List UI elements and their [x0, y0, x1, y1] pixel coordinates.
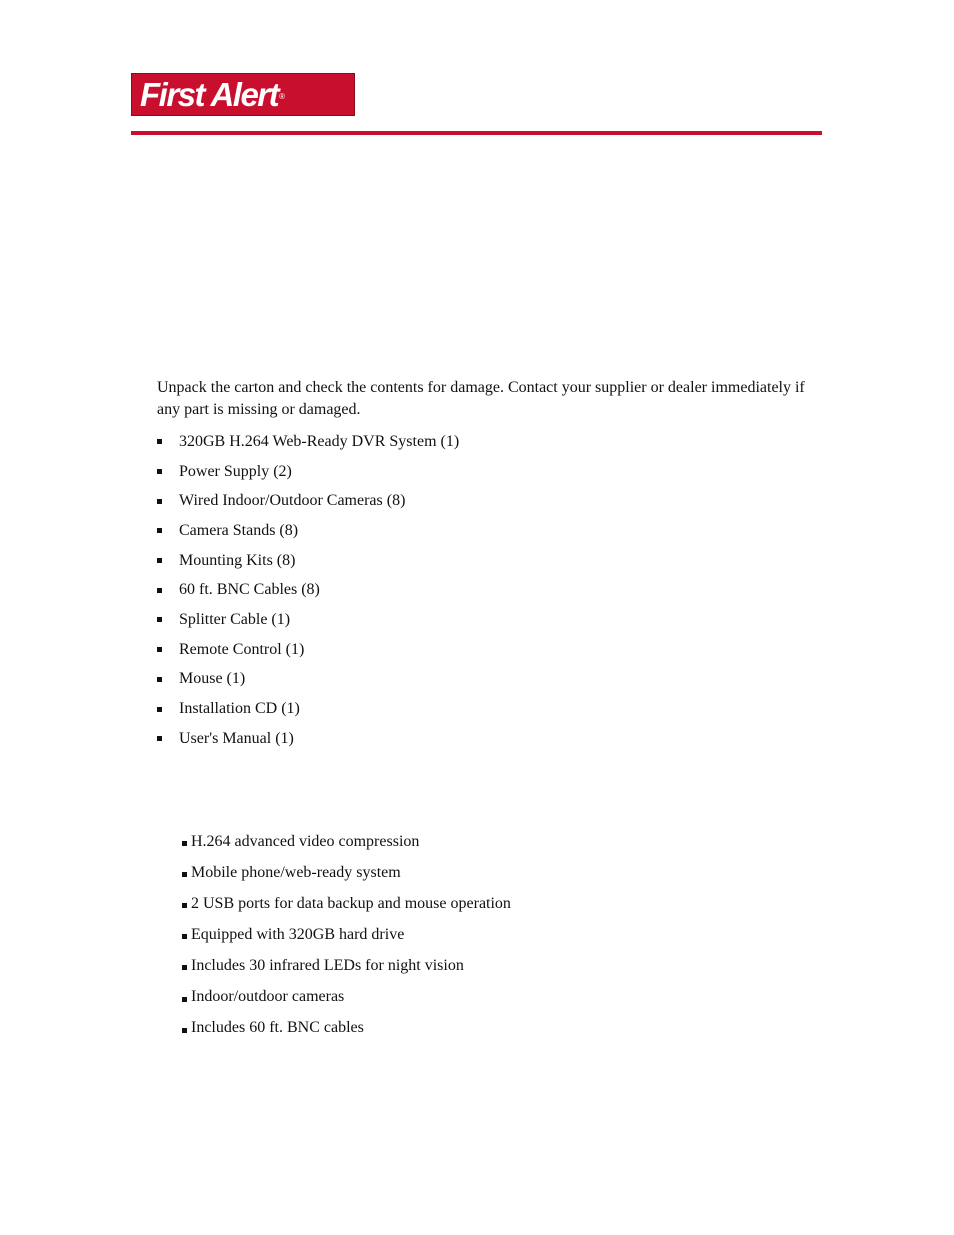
features-list [182, 826, 511, 1044]
list-item-text: Indoor/outdoor cameras [191, 988, 345, 1006]
square-bullet-icon [157, 588, 162, 593]
list-item-text: Equipped with 320GB hard drive [191, 925, 405, 943]
logo-text: First Alert [140, 76, 279, 113]
list-item [157, 635, 459, 665]
registered-mark: ® [279, 92, 286, 101]
square-bullet-icon [157, 707, 162, 712]
list-item-text: H.264 advanced video compression [191, 832, 420, 850]
list-item-text: Mounting Kits (8) [179, 551, 296, 569]
square-bullet-icon [182, 965, 187, 970]
square-bullet-icon [182, 1028, 187, 1033]
list-item [157, 546, 459, 576]
list-item-text: Wired Indoor/Outdoor Cameras (8) [179, 492, 406, 510]
list-item-text: Includes 30 infrared LEDs for night vision [191, 956, 464, 974]
square-bullet-icon [157, 617, 162, 622]
square-bullet-icon [182, 903, 187, 908]
list-item-text: 320GB H.264 Web-Ready DVR System (1) [179, 432, 460, 450]
list-item [182, 981, 511, 1012]
square-bullet-icon [182, 997, 187, 1002]
list-item [182, 857, 511, 888]
list-item [157, 516, 459, 546]
square-bullet-icon [182, 841, 187, 846]
list-item [157, 665, 459, 695]
square-bullet-icon [182, 934, 187, 939]
list-item [157, 724, 459, 754]
list-item-text: User's Manual (1) [179, 729, 294, 747]
list-item-text: Remote Control (1) [179, 640, 305, 658]
list-item-text: Mouse (1) [179, 670, 246, 688]
list-item [157, 427, 459, 457]
list-item [182, 950, 511, 981]
list-item [157, 486, 459, 516]
square-bullet-icon [157, 499, 162, 504]
list-item [157, 694, 459, 724]
square-bullet-icon [157, 469, 162, 474]
square-bullet-icon [157, 677, 162, 682]
list-item-text: 2 USB ports for data backup and mouse operation [191, 894, 511, 912]
list-item [157, 457, 459, 487]
list-item-text: Splitter Cable (1) [179, 610, 291, 628]
square-bullet-icon [182, 872, 187, 877]
square-bullet-icon [157, 439, 162, 444]
list-item-text: Power Supply (2) [179, 462, 292, 480]
list-item-text: Mobile phone/web-ready system [191, 863, 401, 881]
header-rule [131, 131, 822, 135]
list-item [182, 888, 511, 919]
square-bullet-icon [157, 528, 162, 533]
list-item-text: Includes 60 ft. BNC cables [191, 1019, 364, 1037]
square-bullet-icon [157, 647, 162, 652]
square-bullet-icon [157, 736, 162, 741]
list-item [182, 826, 511, 857]
list-item [157, 575, 459, 605]
intro-paragraph: Unpack the carton and check the contents for damage. Contact your supplier or dealer immediately if any part is missing or damaged. [157, 379, 805, 418]
list-item-text: Camera Stands (8) [179, 521, 299, 539]
package-contents-list [157, 427, 459, 754]
square-bullet-icon [157, 558, 162, 563]
first-alert-logo [131, 73, 355, 116]
list-item-text: Installation CD (1) [179, 700, 300, 718]
list-item [157, 605, 459, 635]
list-item [182, 919, 511, 950]
list-item [182, 1013, 511, 1044]
list-item-text: 60 ft. BNC Cables (8) [179, 581, 320, 599]
